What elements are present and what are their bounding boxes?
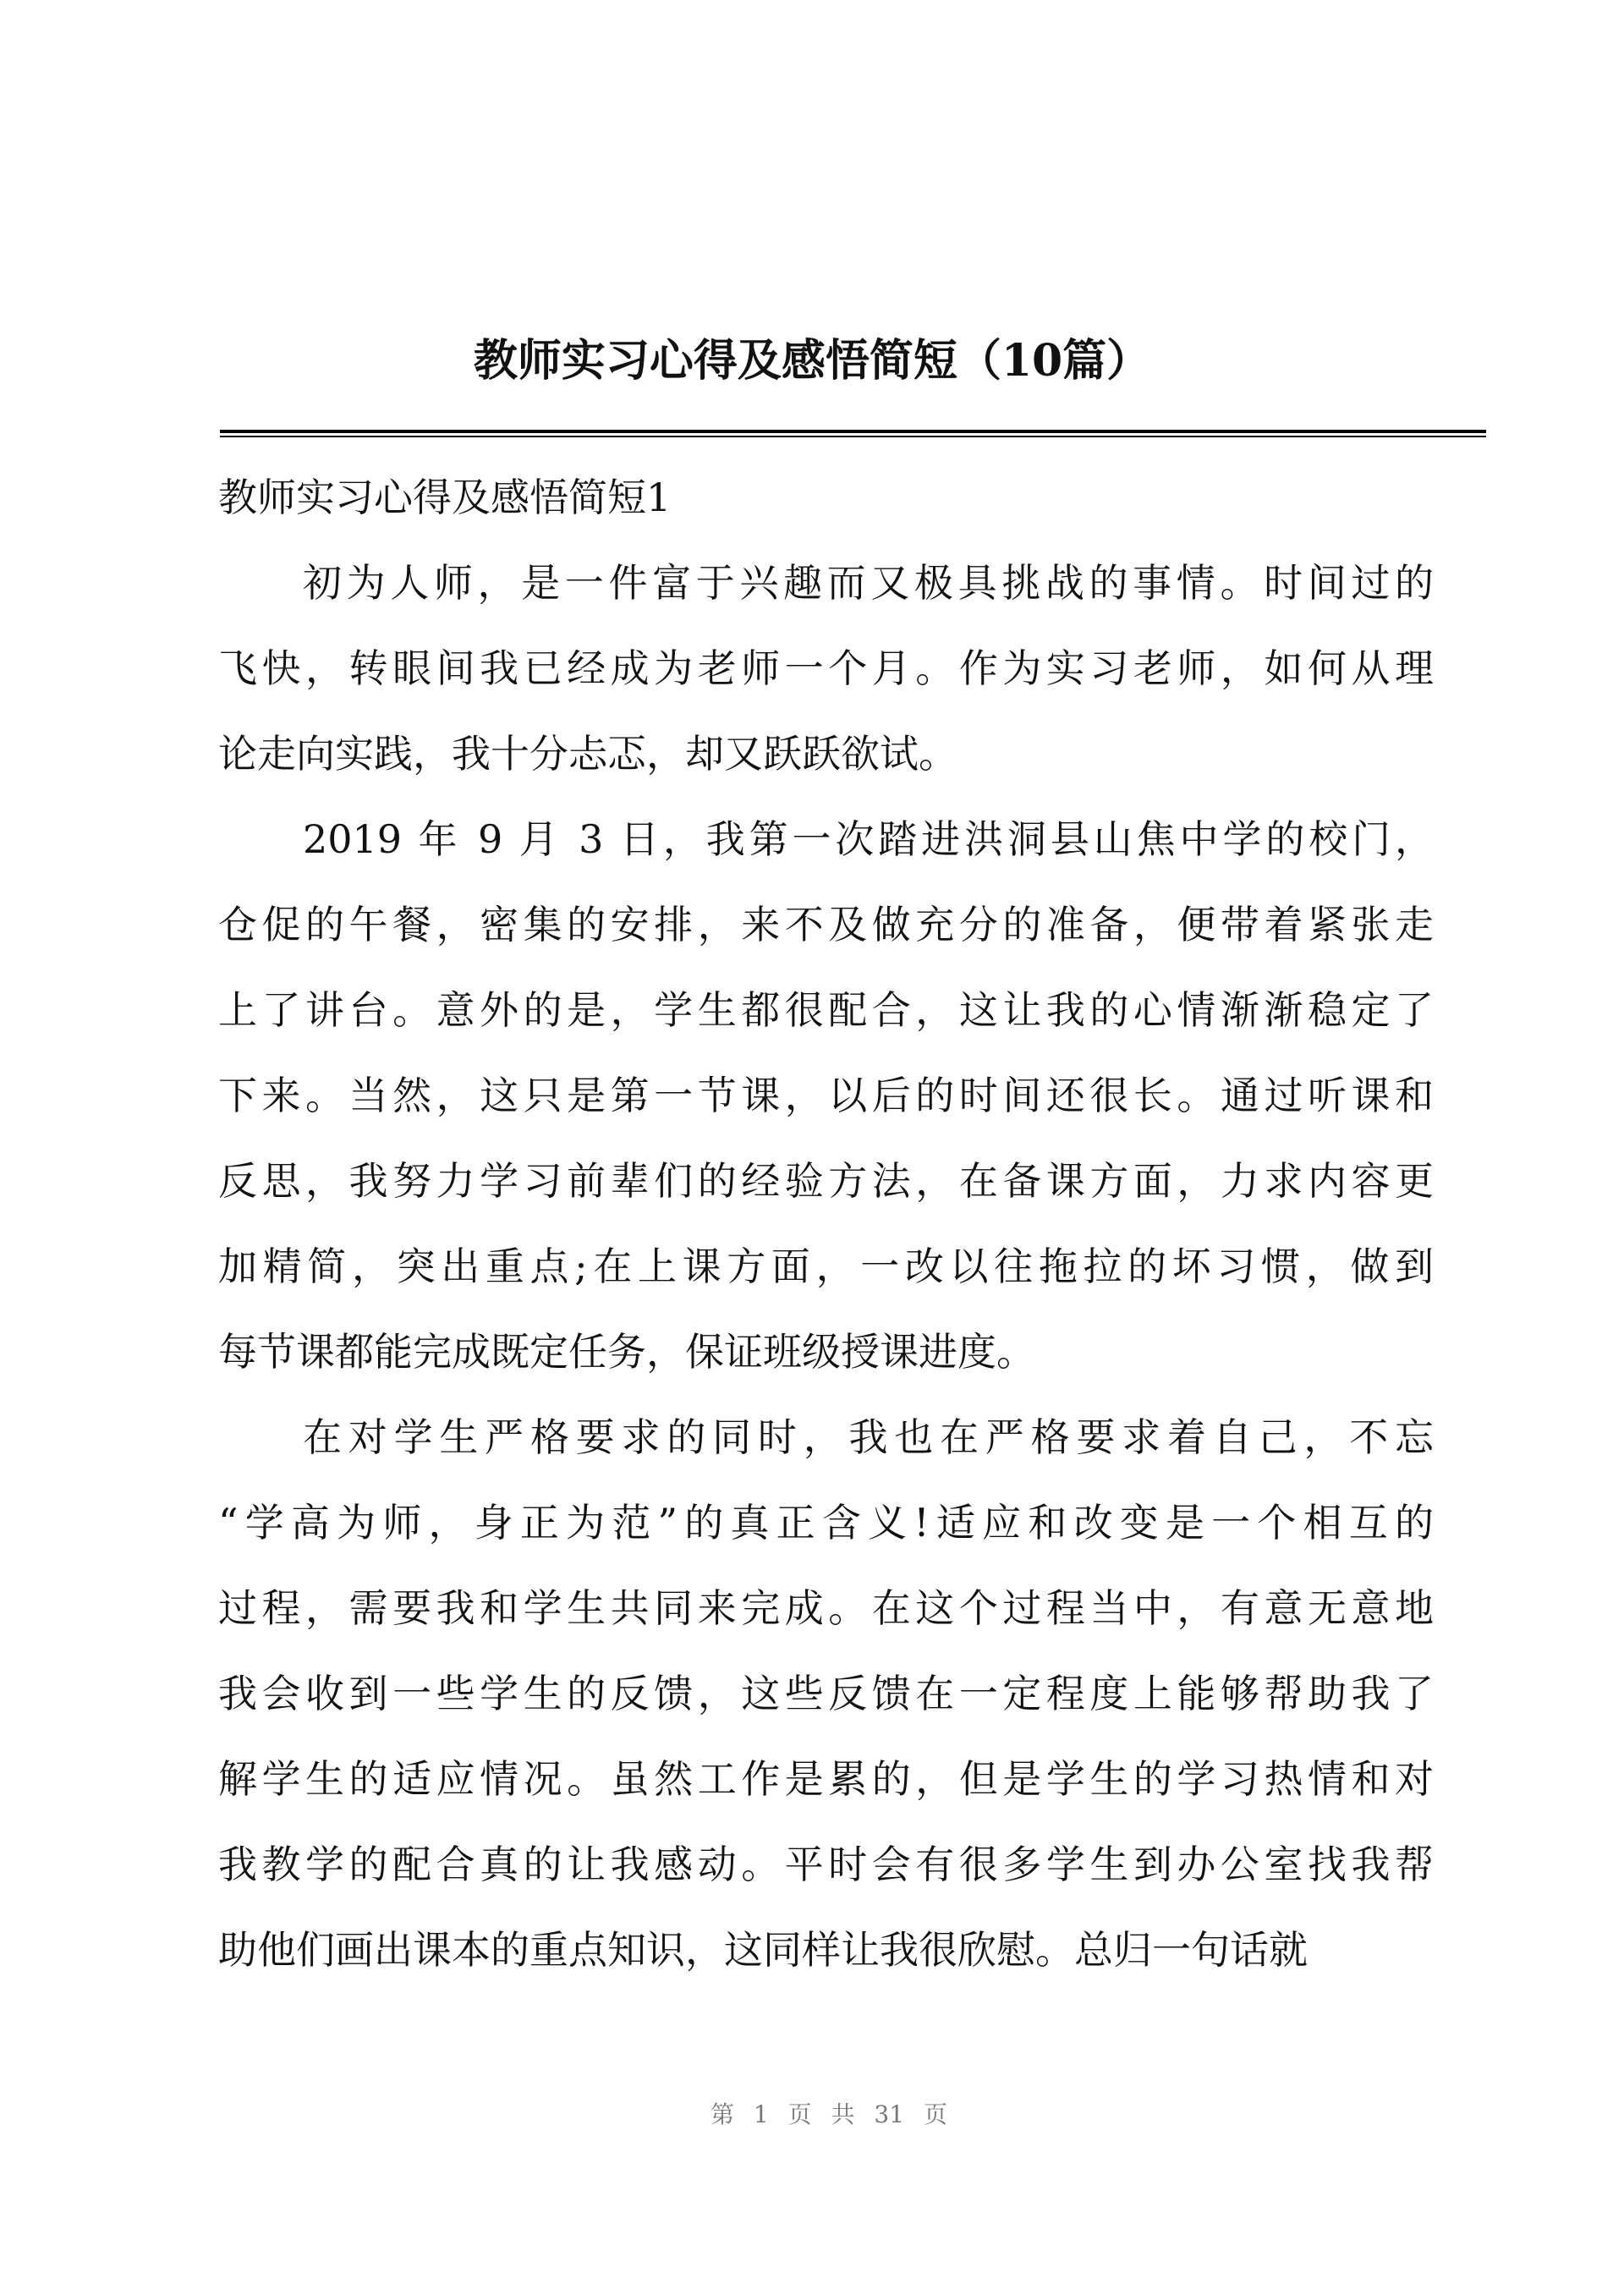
paragraph-1-line: 初为人师，是一件富于兴趣而又极具挑战的事情。时间过的 (303, 560, 1434, 606)
paragraph-2-line: 下来。当然，这只是第一节课，以后的时间还很长。通过听课和 (218, 1073, 1434, 1118)
paragraph-2-line: 上了讲台。意外的是，学生都很配合，这让我的心情渐渐稳定了 (218, 987, 1434, 1033)
paragraph-3-line: 我会收到一些学生的反馈，这些反馈在一定程度上能够帮助我了 (218, 1671, 1434, 1716)
paragraph-3-line: 过程，需要我和学生共同来完成。在这个过程当中，有意无意地 (218, 1585, 1434, 1631)
paragraph-2-line: 加精简，突出重点;在上课方面，一改以往拖拉的坏习惯，做到 (218, 1244, 1434, 1289)
paragraph-3-line: “学高为师，身正为范”的真正含义!适应和改变是一个相互的 (218, 1500, 1434, 1546)
paragraph-3-line: 在对学生严格要求的同时，我也在严格要求着自己，不忘 (303, 1414, 1434, 1460)
paragraph-2-line: 反思，我努力学习前辈们的经验方法，在备课方面，力求内容更 (218, 1158, 1434, 1204)
paragraph-3-line: 助他们画出课本的重点知识，这同样让我很欣慰。总归一句话就 (218, 1927, 1308, 1973)
paragraph-2-line: 2019 年 9 月 3 日，我第一次踏进洪洞县山焦中学的校门， (303, 816, 1434, 862)
title-divider (220, 430, 1486, 438)
paragraph-3-line: 解学生的适应情况。虽然工作是累的，但是学生的学习热情和对 (218, 1756, 1434, 1802)
document-title: 教师实习心得及感悟简短（10篇） (473, 335, 1151, 387)
document-body (218, 455, 1434, 1993)
paragraph-1-line: 飞快，转眼间我已经成为老师一个月。作为实习老师，如何从理 (218, 645, 1434, 691)
paragraph-3-line: 我教学的配合真的让我感动。平时会有很多学生到办公室找我帮 (218, 1842, 1434, 1887)
page-footer: 第 1 页 共 31 页 (710, 2100, 947, 2128)
paragraph-2-line: 每节课都能完成既定任务，保证班级授课进度。 (218, 1329, 1035, 1375)
paragraph-2-line: 仓促的午餐，密集的安排，来不及做充分的准备，便带着紧张走 (218, 902, 1434, 947)
paragraph-1-line: 论走向实践，我十分忐忑，却又跃跃欲试。 (218, 731, 957, 777)
section-heading: 教师实习心得及感悟简短1 (218, 475, 672, 520)
